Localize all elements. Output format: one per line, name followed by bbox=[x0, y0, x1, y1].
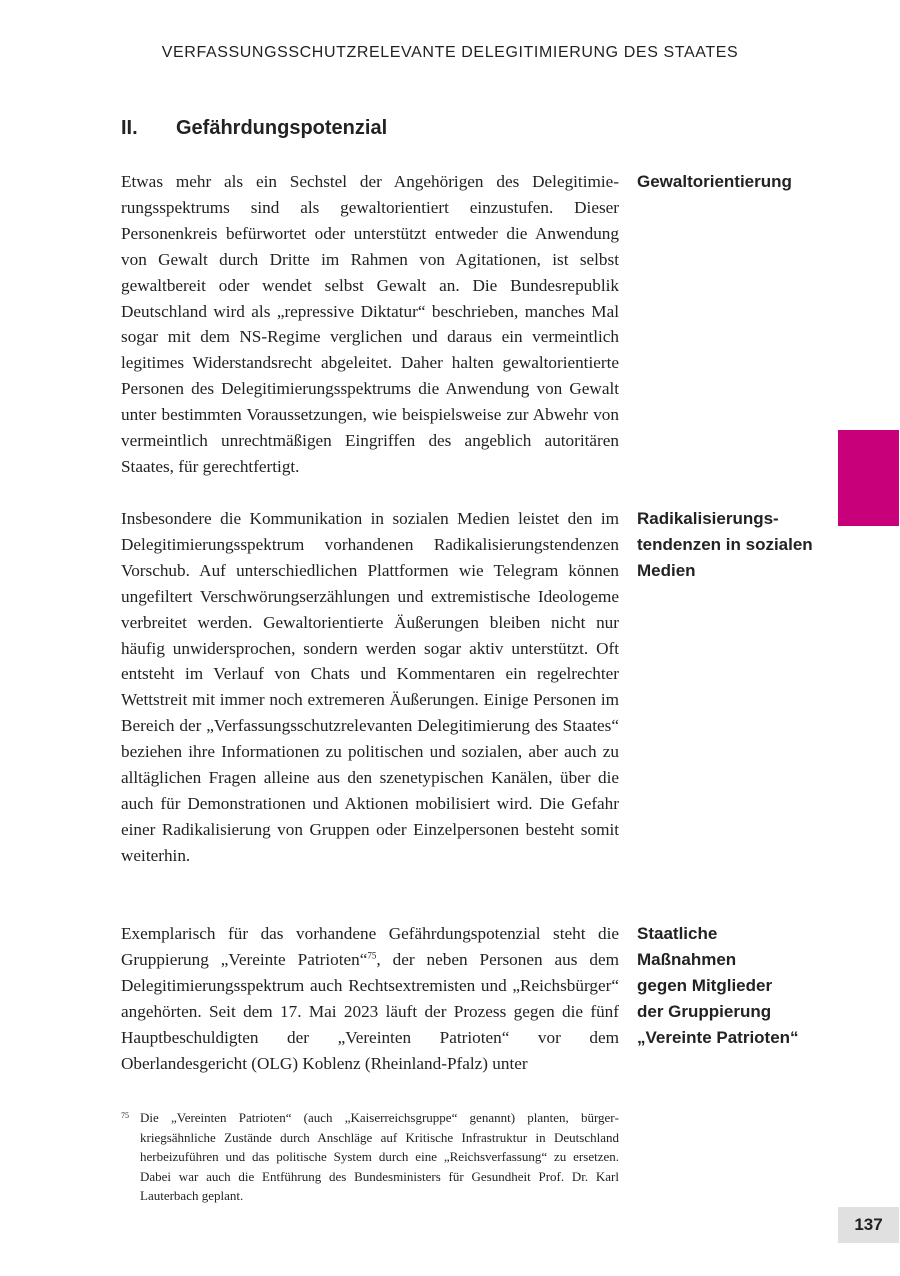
running-header: VERFASSUNGSSCHUTZRELEVANTE DELEGITIMIERUNG DES STAATES bbox=[161, 44, 739, 61]
marginal-note-staatliche-massnahmen bbox=[637, 921, 822, 1051]
marginal-note-radikalisierung bbox=[637, 506, 822, 584]
paragraph-text-after-footnote: , der neben Personen aus dem Delegitimierungsspektrum auch Rechtsextremisten und „Reichsbürger“ angehörten. Seit dem 17. Mai 2023 läuft der Prozess gegen die fünf Hauptbeschuldigten der „Vereinten Patrioten“ vor dem Oberlandesgericht (OLG) Koblenz (Rheinland-Pfalz) unter bbox=[121, 949, 619, 1073]
page-number: 137 bbox=[838, 1207, 899, 1243]
marginal-note-gewaltorientierung bbox=[637, 169, 822, 195]
marginal-note-line: tendenzen in sozialen bbox=[637, 535, 813, 554]
section-heading bbox=[121, 117, 387, 140]
marginal-note-line: Medien bbox=[637, 561, 696, 580]
footnote-reference[interactable]: 75 bbox=[367, 950, 377, 961]
marginal-note-line: der Gruppierung bbox=[637, 1002, 772, 1021]
paragraph-violence-orientation: Etwas mehr als ein Sechstel der Angehörigen des Delegitimierungsspektrums sind als gewaltorientiert einzustufen. Dieser Personenkreis befürwortet oder unterstützt entweder die Anwendung von Gewalt durch Dritte im Rahmen von Agitationen, ist selbst gewaltbereit oder wendet selbst Gewalt an. Die Bundesrepublik Deutschland wird als „repressive Diktatur“ beschrieben, manches Mal sogar mit dem NS-Regime verglichen und daraus ein vermeintlich legitimes Widerstandsrecht abgeleitet. Daher halten gewaltorientierte Personen des Delegitimierungsspektrums die Anwendung von Gewalt unter bestimmten Voraussetzungen, wie beispielsweise zur Abwehr von vermeintlich unrechtmäßigen Eingriffen des angeblich autoritären Staates, für gerechtfertigt. bbox=[121, 172, 619, 476]
marginal-note-line: Gewaltorientierung bbox=[637, 172, 792, 191]
marginal-note-line: Radikalisierungs- bbox=[637, 509, 779, 528]
section-title: Gefährdungspotenzial bbox=[176, 117, 388, 139]
paragraph-text-before-footnote: Exemplarisch für das vorhandene Gefährdungspotenzial steht die Gruppierung „Vereinte Patrioten“ bbox=[121, 924, 619, 969]
marginal-note-line: Staatliche bbox=[637, 924, 718, 943]
footnote-number: 75 bbox=[121, 1111, 129, 1120]
paragraph-vereinte-patrioten bbox=[121, 921, 619, 1076]
chapter-tab-marker bbox=[838, 430, 899, 526]
paragraph-social-media-radicalization: Insbesondere die Kommunikation in sozialen Medien leistet den im Delegitimierungsspektrum vorhandenen Radikalisierungstendenzen Vorschub. Auf unterschiedlichen Plattformen wie Telegram können ungefiltert Verschwörungserzählungen und extremistische Ideologeme verbreitet werden. Gewaltorientierte Äußerungen bleiben nicht nur häufig unwidersprochen, sondern werden sogar aktiv unterstützt. Oft entsteht im Verlauf von Chats und Kommentaren ein regelrechter Wettstreit mit immer noch extremeren Äußerungen. Einige Personen im Bereich der „Verfassungsschutzrelevanten Delegitimierung des Staates“ beziehen ihre Informationen zu politischen und sozialen, aber auch zu alltäglichen Fragen alleine aus den szenetypischen Kanälen, über die auch für Demonstrationen und Aktionen mobilisiert wird. Die Gefahr einer Radikalisierung von Gruppen oder Einzelpersonen besteht somit weiterhin. bbox=[121, 509, 619, 865]
footnote-text: Die „Vereinten Patrioten“ (auch „Kaiserreichsgruppe“ genannt) planten, bürgerkriegsähnliche Zustände durch Anschläge auf Kritische Infrastruktur in Deutschland herbeizuführen und das politische System durch eine „Reichsverfassung“ zu ersetzen. Dabei war auch die Entführung des Bundesministers für Gesundheit Prof. Dr. Karl Lauterbach geplant. bbox=[140, 1110, 619, 1203]
marginal-note-line: Maßnahmen bbox=[637, 950, 737, 969]
marginal-note-line: „Vereinte Patrioten“ bbox=[637, 1028, 799, 1047]
section-number: II. bbox=[121, 117, 138, 139]
marginal-note-line: gegen Mitglieder bbox=[637, 976, 773, 995]
footnote bbox=[121, 1108, 619, 1206]
